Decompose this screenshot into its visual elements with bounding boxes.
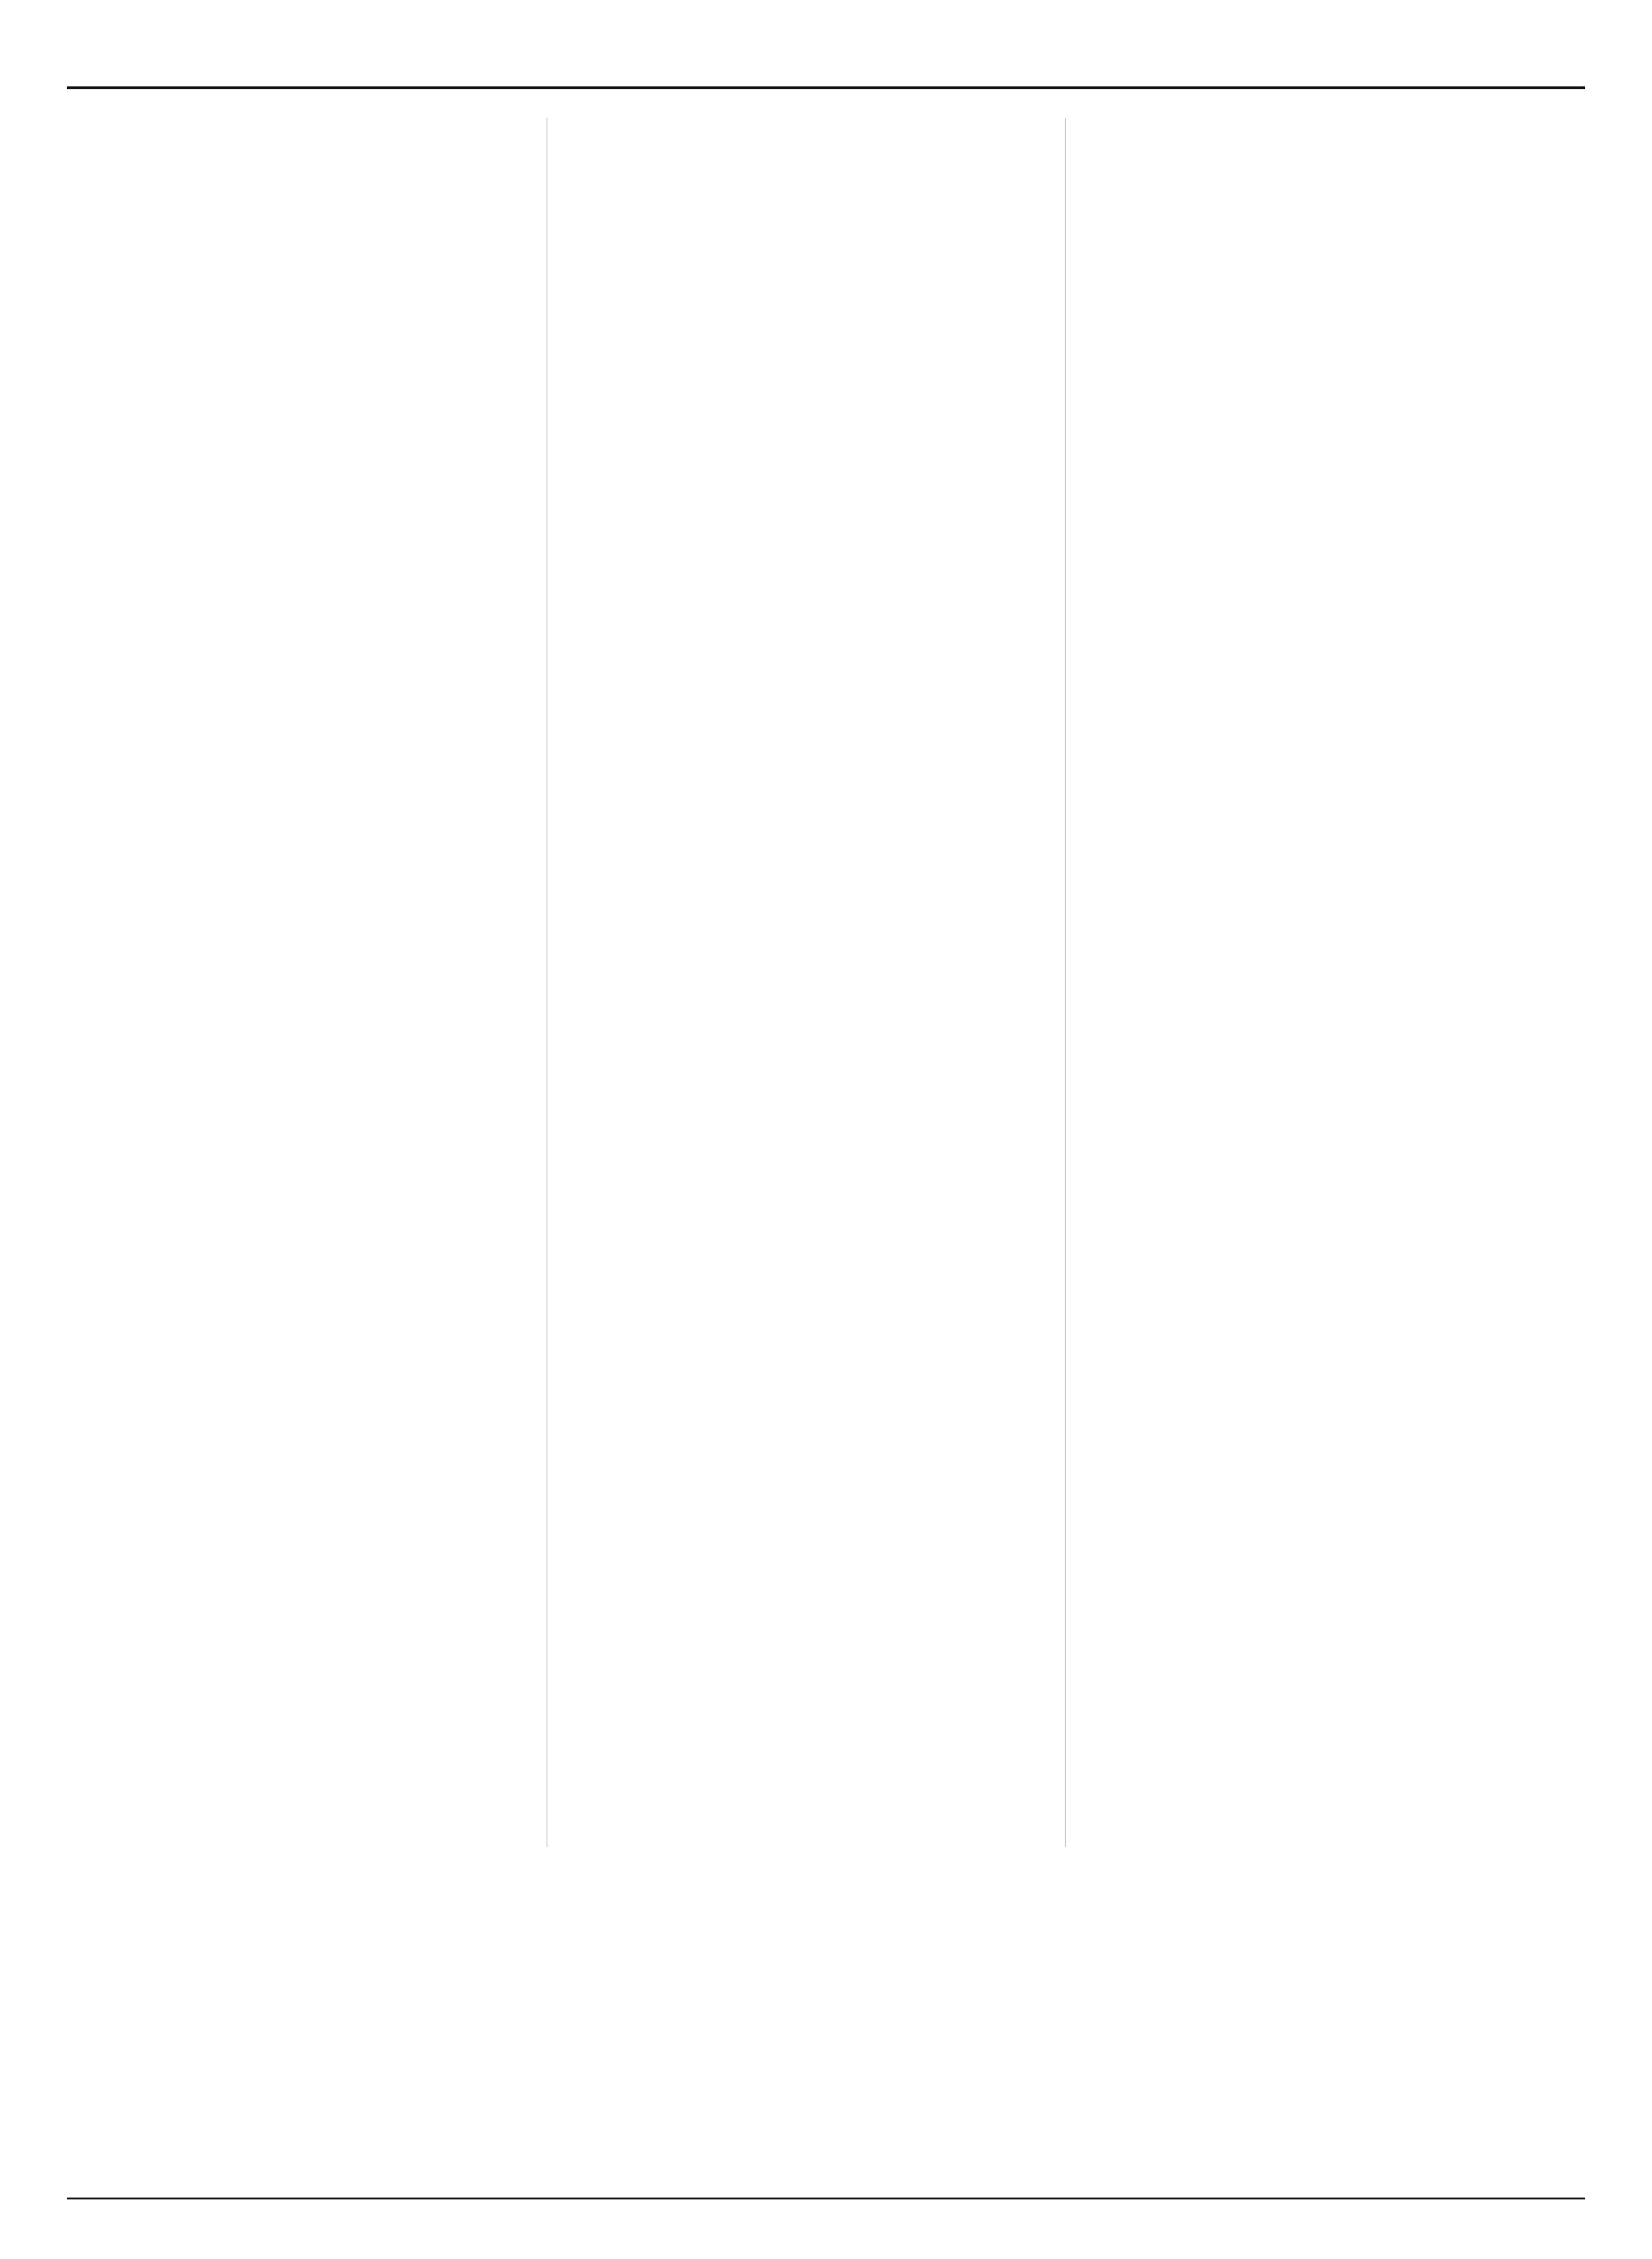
column-2 bbox=[586, 118, 1066, 1847]
column-1 bbox=[67, 118, 547, 1847]
page-header bbox=[67, 67, 1585, 89]
content-columns bbox=[67, 118, 1585, 1847]
page-footer bbox=[67, 2198, 1585, 2211]
column-3 bbox=[1105, 118, 1585, 1847]
